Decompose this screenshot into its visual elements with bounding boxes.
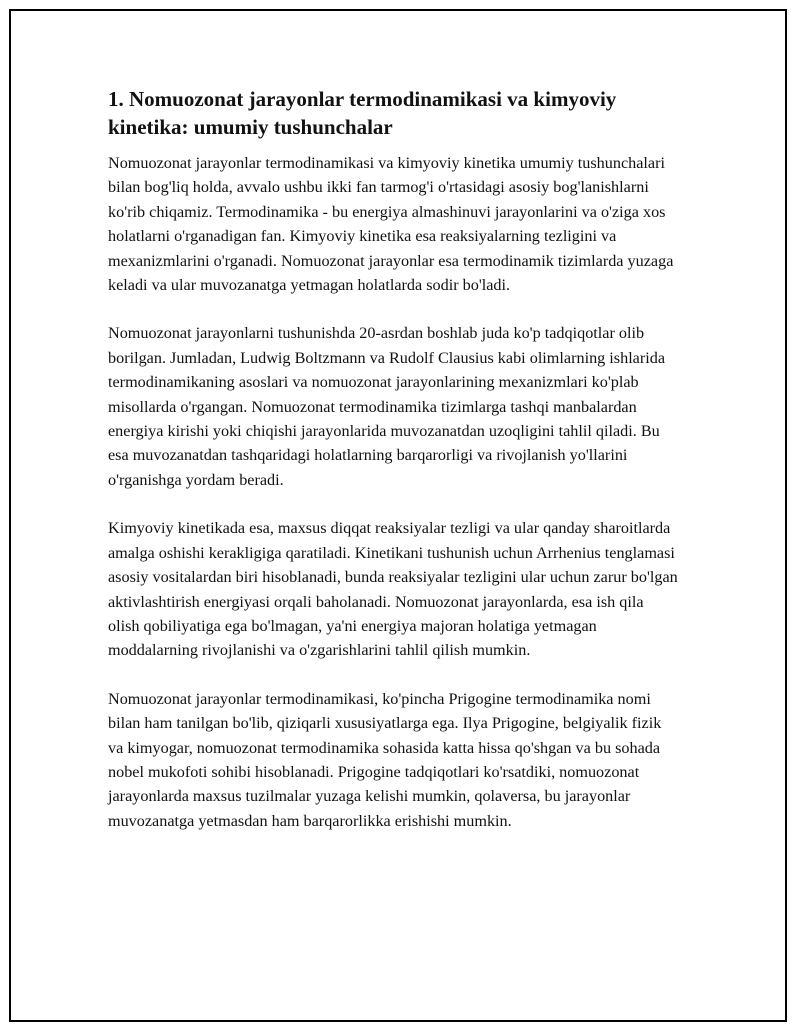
paragraph-1: Nomuozonat jarayonlar termodinamikasi va kimyoviy kinetika umumiy tushunchalari bilan bog'liq holda, avvalo ushbu ikki fan tarmog'i o'rtasidagi asosiy bog'lanishlarni ko'rib chiqamiz. Termodinamika - bu energiya almashinuvi jarayonlarini va o'ziga xos holatlarni o'rganadigan fan. Kimyoviy kinetika esa reaksiyalarning tezligini va mexanizmlarini o'rganadi. Nomuozonat jarayonlar esa termodinamik tizimlarda yuzaga keladi va ular muvozanatga yetmagan holatlarda sodir bo'ladi. (108, 154, 674, 295)
paragraph-2: Nomuozonat jarayonlarni tushunishda 20-asrdan boshlab juda ko'p tadqiqotlar olib borilgan. Jumladan, Ludwig Boltzmann va Rudolf Clausius kabi olimlarning ishlarida termodinamikaning asoslari va nomuozonat jarayonlarining mexanizmlari ko'plab misollarda o'rgangan. Nomuozonat termodinamika tizimlarga tashqi manbalardan energiya kirishi yoki chiqishi jarayonlarida muvozanatdan uzoqligini tahlil qiladi. Bu esa muvozanatdan tashqaridagi holatlarning barqarorligi va rivojlanish yo'llarini o'rganishga yordam beradi. (108, 324, 666, 489)
paragraph-3: Kimyoviy kinetikada esa, maxsus diqqat reaksiyalar tezligi va ular qanday sharoitlarda amalga oshishi kerakligiga qaratiladi. Kinetikani tushunish uchun Arrhenius tenglamasi asosiy vositalardan biri hisoblanadi, bunda reaksiyalar tezligini ular uchun zarur bo'lgan aktivlashtirish energiyasi orqali baholanadi. Nomuozonat jarayonlarda, esa ish qila olish qobiliyatiga ega bo'lmagan, ya'ni energiya majoran holatiga yetmagan moddalarning rivojlanishi va o'zgarishlarini tahlil qilish mumkin. (108, 519, 678, 660)
paragraph-4: Nomuozonat jarayonlar termodinamikasi, ko'pincha Prigogine termodinamika nomi bilan ham tanilgan bo'lib, qiziqarli xususiyatlarga ega. Ilya Prigogine, belgiyalik fizik va kimyogar, nomuozonat termodinamika sohasida katta hissa qo'shgan va bu sohada nobel mukofoti sohibi hisoblanadi. Prigogine tadqiqotlari ko'rsatdiki, nomuozonat jarayonlarda maxsus tuzilmalar yuzaga kelishi mumkin, qolaversa, bu jarayonlar muvozanatga yetmasdan ham barqarorlikka erishishi mumkin. (108, 689, 662, 830)
section-heading: 1. Nomuozonat jarayonlar termodinamikasi va kimyoviy kinetika: umumiy tushunchalar (108, 87, 617, 139)
document-body (108, 85, 678, 857)
